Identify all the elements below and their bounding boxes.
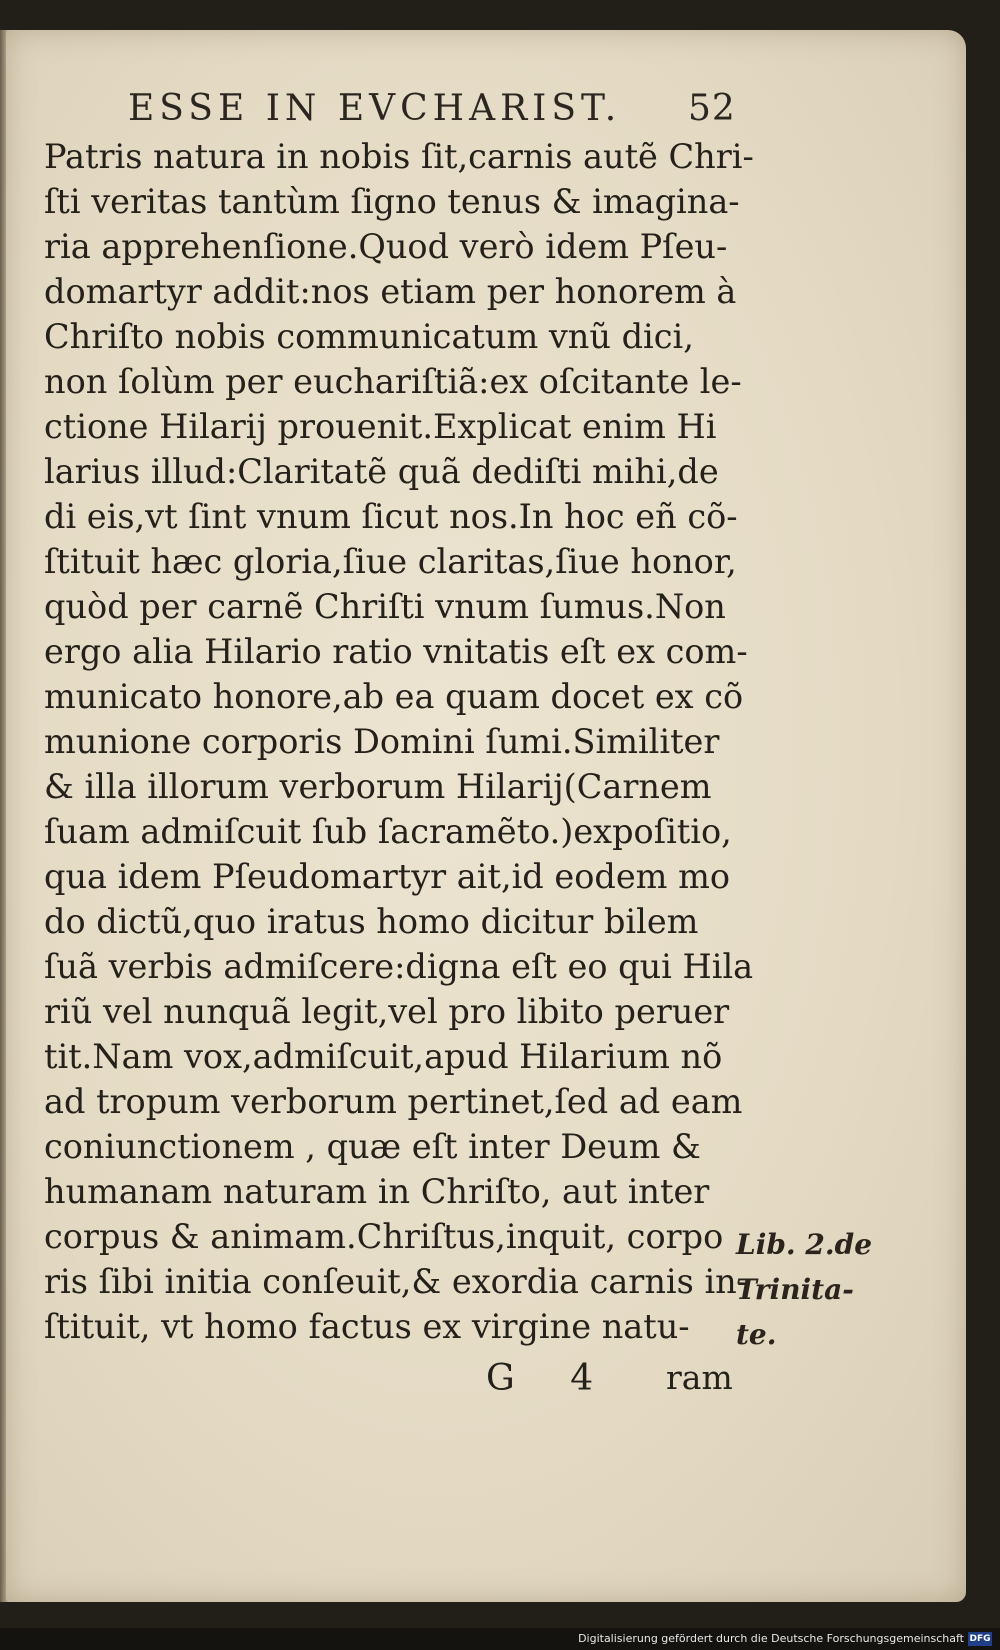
signature-mark: G 4 — [486, 1358, 616, 1399]
text-line: ctione Hilarij prouenit.Explicat enim Hi — [44, 407, 717, 446]
dfg-logo: DFG — [969, 1634, 991, 1644]
digitization-credit: Digitalisierung gefördert durch die Deutsche Forschungsgemeinschaft — [578, 1632, 964, 1645]
text-line: qua idem Pſeudomartyr ait,id eodem mo — [44, 857, 731, 896]
body-text — [44, 134, 754, 1349]
text-line: non ſolùm per euchariſtiã:ex oſcitante le- — [44, 362, 742, 401]
marginal-note — [736, 1222, 872, 1357]
text-line: ris ſibi initia conſeuit,& exordia carnis in- — [44, 1262, 749, 1301]
text-line: larius illud:Claritatẽ quã dediſti mihi,de — [44, 452, 719, 491]
running-title: ESSE IN EVCHARIST. — [128, 88, 622, 129]
text-line: munione corporis Domini ſumi.Similiter — [44, 722, 720, 761]
page-number: 52 — [688, 88, 736, 129]
running-header — [128, 88, 736, 138]
text-line: domartyr addit:nos etiam per honorem à — [44, 272, 737, 311]
text-line: Patris natura in nobis ſit,carnis autẽ Chri- — [44, 137, 754, 176]
text-line: ſtituit hæc gloria,ſiue claritas,ſiue honor, — [44, 542, 737, 581]
text-line: quòd per carnẽ Chriſti vnum ſumus.Non — [44, 587, 726, 626]
text-line: riũ vel nunquã legit,vel pro libito peruer — [44, 992, 730, 1031]
text-line: do dictũ,quo iratus homo dicitur bilem — [44, 902, 699, 941]
text-line: ad tropum verborum pertinet,ſed ad eam — [44, 1082, 743, 1121]
text-line: corpus & animam.Chriſtus,inquit, corpo — [44, 1217, 724, 1256]
text-line: ſti veritas tantùm ſigno tenus & imagina- — [44, 182, 740, 221]
text-line: Chriſto nobis communicatum vnũ dici, — [44, 317, 694, 356]
catchword: ram — [666, 1358, 733, 1397]
text-line: humanam naturam in Chriſto, aut inter — [44, 1172, 710, 1211]
marginal-note-line: te. — [736, 1318, 777, 1351]
text-line: coniunctionem , quæ eſt inter Deum & — [44, 1127, 701, 1166]
text-line: ria apprehenſione.Quod verò idem Pſeu- — [44, 227, 728, 266]
text-line: ſtituit, vt homo factus ex virgine natu- — [44, 1307, 690, 1346]
text-line: ſuam admiſcuit ſub ſacramẽto.)expoſitio, — [44, 812, 732, 851]
text-line: di eis,vt ſint vnum ſicut nos.In hoc eñ cõ- — [44, 497, 738, 536]
text-line: & illa illorum verborum Hilarij(Carnem — [44, 767, 712, 806]
marginal-note-line: Lib. 2.de — [736, 1228, 873, 1261]
text-line: municato honore,ab ea quam docet ex cõ — [44, 677, 744, 716]
marginal-note-line: Trinita- — [736, 1273, 854, 1306]
text-line: ergo alia Hilario ratio vnitatis eſt ex com- — [44, 632, 748, 671]
text-line: ſuã verbis admiſcere:digna eſt eo qui Hila — [44, 947, 754, 986]
text-line: tit.Nam vox,admiſcuit,apud Hilarium nõ — [44, 1037, 723, 1076]
